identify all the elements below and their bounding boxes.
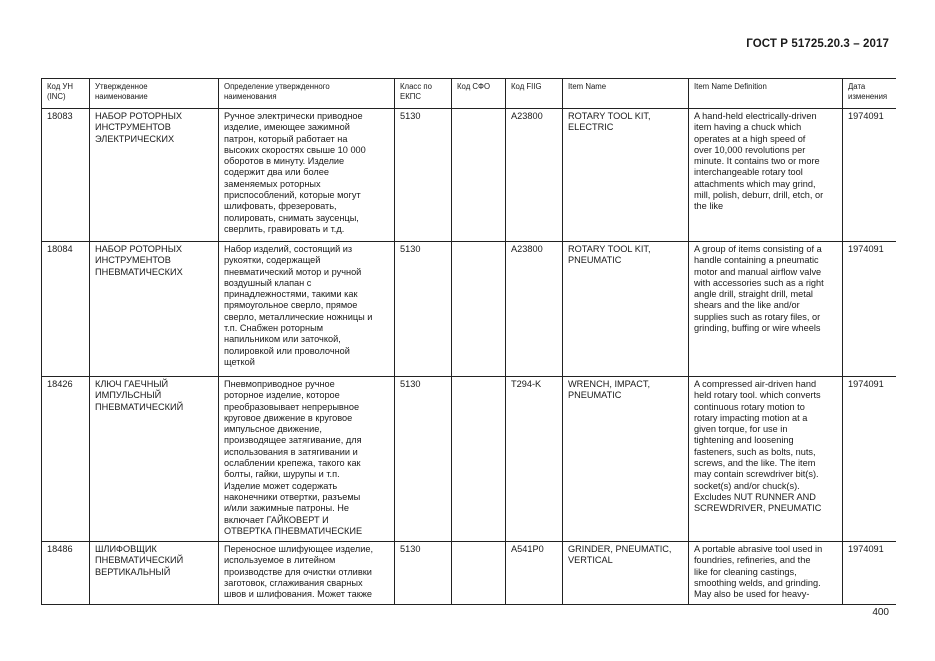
nomenclature-table [41,78,896,605]
cell-fiig: A23800 [506,242,563,377]
cell-approved-name: КЛЮЧ ГАЕЧНЫЙ ИМПУЛЬСНЫЙ ПНЕВМАТИЧЕСКИЙ [90,377,219,542]
cell-item-name: WRENCH, IMPACT, PNEUMATIC [563,377,689,542]
cell-approved-name: НАБОР РОТОРНЫХ ИНСТРУМЕНТОВ ЭЛЕКТРИЧЕСКИХ [90,109,219,242]
column-header-change-date: Дата изменения [843,79,897,109]
column-header-sfo: Код СФО [452,79,506,109]
cell-approved-name: НАБОР РОТОРНЫХ ИНСТРУМЕНТОВ ПНЕВМАТИЧЕСКИХ [90,242,219,377]
table-row [42,109,897,242]
cell-fiig: T294-K [506,377,563,542]
cell-fiig: A23800 [506,109,563,242]
cell-approved-definition: Пневмоприводное ручное роторное изделие, которое преобразовывает непрерывное круговое движение в круговое импульсное движение, производящее затягивание, для использования в затягивании и ослаблении крепежа, такого как болты, гайки, шурупы и т.п. Изделие может содержать наконечники отвертки, разъемы и/или зажимные патроны. Не включает ГАЙКОВЕРТ И ОТВЕРТКА ПНЕВМАТИЧЕСКИЕ [219,377,395,542]
cell-inc: 18426 [42,377,90,542]
column-header-approved-definition: Определение утвержденного наименования [219,79,395,109]
cell-item-name-definition: A group of items consisting of a handle containing a pneumatic motor and manual airflow valve with accessories such as a right angle drill, straight drill, metal shears and the like and/or supplies such as rotary files, or grinding, buffing or wire wheels [689,242,843,377]
cell-sfo [452,242,506,377]
cell-change-date: 1974091 [843,377,897,542]
column-header-class: Класс по ЕКПС [395,79,452,109]
cell-approved-name: ШЛИФОВЩИК ПНЕВМАТИЧЕСКИЙ ВЕРТИКАЛЬНЫЙ [90,542,219,606]
page-number: 400 [872,607,889,618]
document-header: ГОСТ Р 51725.20.3 – 2017 [746,38,889,50]
column-header-inc: Код УН (INC) [42,79,90,109]
cell-item-name-definition: A hand-held electrically-driven item having a chuck which operates at a high speed of over 10,000 revolutions per minute. It contains two or more interchangeable rotary tool attachments which may grind, mill, polish, deburr, drill, etch, or the like [689,109,843,242]
table-row [42,377,897,542]
cell-sfo [452,109,506,242]
cell-change-date: 1974091 [843,542,897,606]
cell-approved-definition: Переносное шлифующее изделие, используемое в литейном производстве для очистки отливки заготовок, сглаживания сварных швов и шлифования. Может также [219,542,395,606]
cell-item-name: GRINDER, PNEUMATIC, VERTICAL [563,542,689,606]
cell-class: 5130 [395,542,452,606]
table-header-row [42,79,897,109]
cell-item-name-definition: A compressed air-driven hand held rotary tool. which converts continuous rotary motion to rotary impacting motion at a given torque, for use in tightening and loosening fasteners, such as bolts, nuts, screws, and the like. The item may contain screwdriver bit(s). socket(s) and/or chuck(s). Excludes NUT RUNNER AND SCREWDRIVER, PNEUMATIC [689,377,843,542]
cell-change-date: 1974091 [843,242,897,377]
column-header-fiig: Код FIIG [506,79,563,109]
cell-inc: 18083 [42,109,90,242]
cell-approved-definition: Набор изделий, состоящий из рукоятки, содержащей пневматический мотор и ручной воздушный клапан с принадлежностями, такими как прямоугольное сверло, прямое сверло, металлические ножницы и т.п. Снабжен роторным напильником или заточкой, полировкой или проволочной щеткой [219,242,395,377]
cell-inc: 18486 [42,542,90,606]
column-header-item-name: Item Name [563,79,689,109]
cell-class: 5130 [395,242,452,377]
table-row [42,542,897,606]
cell-change-date: 1974091 [843,109,897,242]
cell-item-name-definition: A portable abrasive tool used in foundries, refineries, and the like for cleaning castings, smoothing welds, and grinding. May also be used for heavy- [689,542,843,606]
cell-fiig: A541P0 [506,542,563,606]
cell-class: 5130 [395,109,452,242]
column-header-item-name-definition: Item Name Definition [689,79,843,109]
table-container [41,78,896,605]
cell-class: 5130 [395,377,452,542]
cell-item-name: ROTARY TOOL KIT, ELECTRIC [563,109,689,242]
table-row [42,242,897,377]
column-header-approved-name: Утвержденное наименование [90,79,219,109]
cell-sfo [452,542,506,606]
cell-item-name: ROTARY TOOL KIT, PNEUMATIC [563,242,689,377]
cell-inc: 18084 [42,242,90,377]
cell-sfo [452,377,506,542]
cell-approved-definition: Ручное электрически приводное изделие, имеющее зажимной патрон, который работает на высоких скоростях свыше 10 000 оборотов в минуту. Изделие содержит два или более заменяемых роторных приспособлений, которые могут шлифовать, фрезеровать, полировать, снимать заусенцы, сверлить, гравировать и т.д. [219,109,395,242]
